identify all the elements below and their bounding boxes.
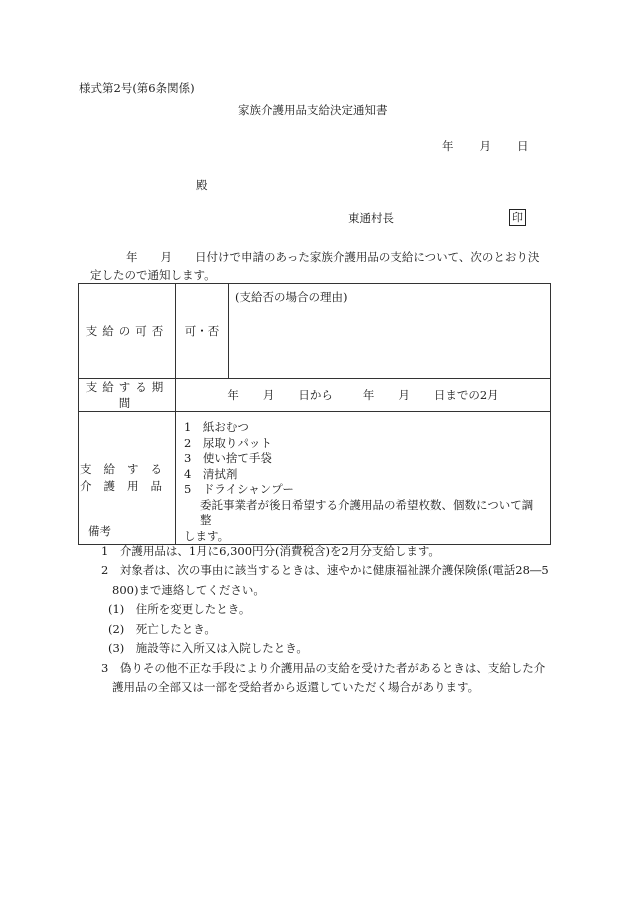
- date-month: 月: [479, 139, 491, 153]
- date-year: 年: [442, 139, 454, 153]
- issue-date: [442, 138, 529, 154]
- approval-label: 支給の可否: [79, 284, 176, 379]
- issuer-name: 東通村長: [348, 211, 394, 225]
- remark-2-sub-3: (3) 施設等に入所又は入院したとき。: [108, 641, 308, 655]
- list-item: 4 清拭剤: [184, 466, 238, 481]
- period-start-year: 年: [227, 388, 239, 402]
- addressee-suffix: 殿: [196, 178, 208, 192]
- list-item: 5 ドライシャンプー: [184, 482, 294, 496]
- remark-1: 1 介護用品は、1月に6,300円分(消費税含)を2月分支給します。: [101, 543, 440, 558]
- remarks-heading: 備考: [88, 524, 111, 538]
- decision-table: [78, 283, 551, 545]
- intro-line-2: 定したので通知します。: [90, 268, 216, 282]
- period-end-year: 年: [362, 388, 375, 402]
- remark-3-line-1: 3 偽りその他不正な手段により介護用品の支給を受けた者があるときは、支給した介: [101, 660, 546, 675]
- intro-text: [90, 248, 560, 284]
- rejection-reason-field: (支給否の場合の理由): [229, 284, 551, 379]
- remark-2-sub-2: (2) 死亡したとき。: [108, 621, 216, 636]
- intro-line-1: 年 月 日付けで申請のあった家族介護用品の支給について、次のとおり決: [126, 250, 540, 264]
- table-row: [79, 379, 551, 412]
- remark-2-line-1: 2 対象者は、次の事由に該当するときは、速やかに健康福祉課介護保険係(電話28―5: [101, 563, 549, 577]
- remark-3-line-2: 護用品の全部又は一部を受給者から返還していただく場合があります。: [112, 680, 480, 694]
- date-day: 日: [517, 139, 529, 153]
- approval-choice: 可・否: [176, 284, 229, 379]
- document-title: 家族介護用品支給決定通知書: [238, 103, 388, 117]
- list-item: 1 紙おむつ: [184, 420, 249, 434]
- period-start-day: 日から: [298, 388, 333, 402]
- items-note-line-2: します。: [184, 528, 230, 543]
- period-start-month: 月: [262, 388, 275, 402]
- list-item: 3 使い捨て手袋: [184, 451, 272, 465]
- items-label-line-1: 支給する: [80, 462, 174, 476]
- remark-2-sub-1: (1) 住所を変更したとき。: [108, 602, 251, 616]
- period-value: [176, 379, 551, 412]
- remark-2-line-2: 800)まで連絡してください。: [112, 582, 265, 597]
- remarks-section: [88, 522, 558, 698]
- period-label: 支給する期間: [79, 379, 176, 412]
- list-item: 2 尿取りパット: [184, 435, 272, 450]
- period-end-month: 月: [398, 388, 410, 402]
- form-number: 様式第2号(第6条関係): [79, 81, 195, 95]
- table-row: [79, 284, 551, 379]
- period-end-day: 日までの2月: [433, 388, 499, 402]
- seal-mark: 印: [509, 209, 526, 226]
- items-label-line-2: 介護用品: [80, 479, 174, 493]
- items-note-line-1: 委託事業者が後日希望する介護用品の希望枚数、個数について調整: [200, 497, 534, 527]
